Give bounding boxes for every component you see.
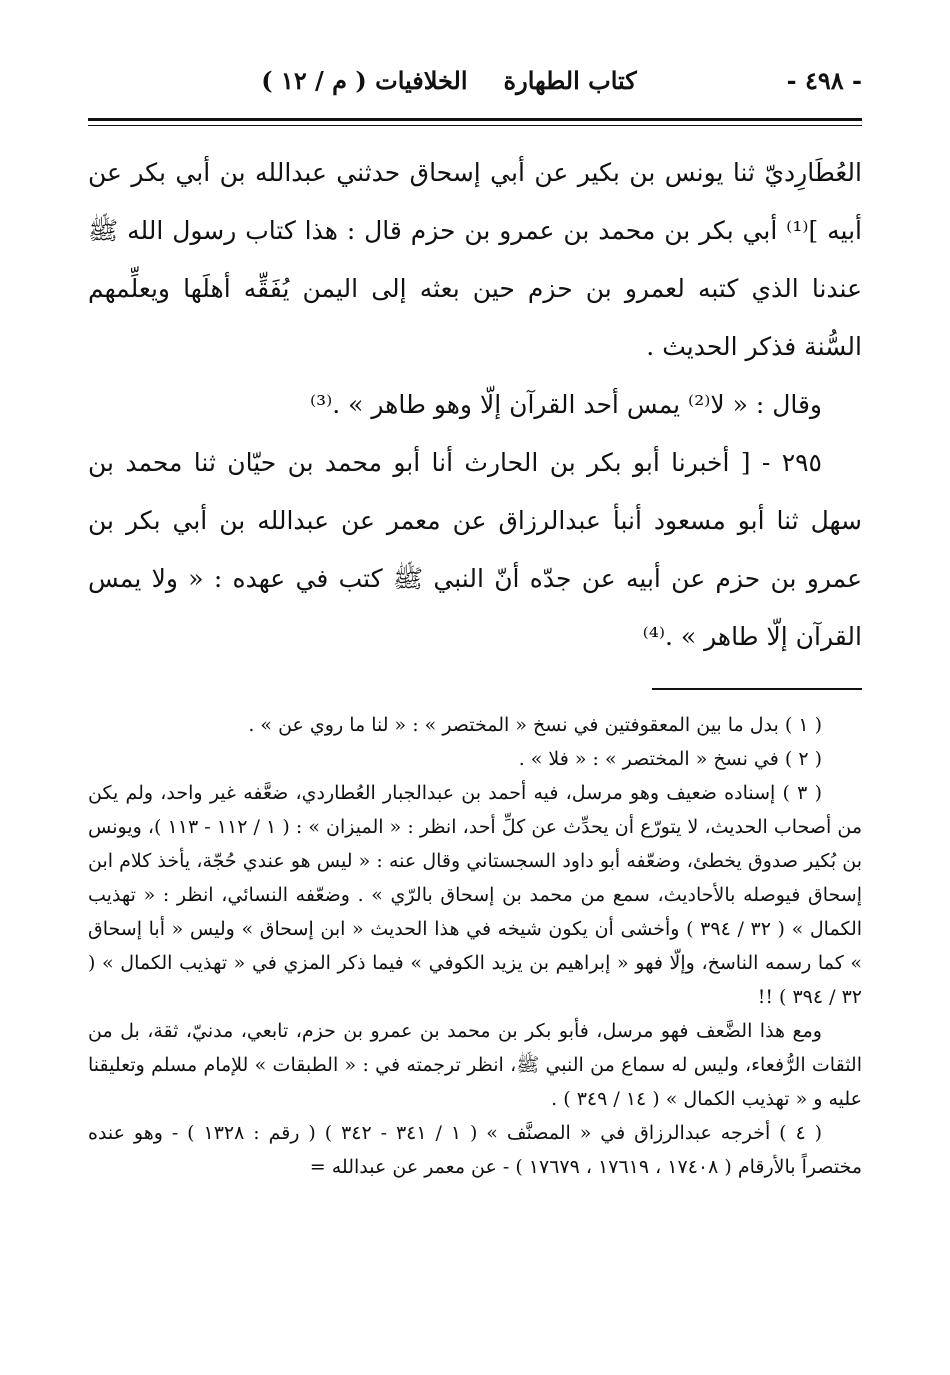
body-paragraph: وقال : « لا⁽²⁾ يمس أحد القرآن إلّا وهو طاهر » .⁽³⁾ <box>309 390 822 419</box>
page-header <box>88 52 862 108</box>
page-number: - ٤٩٨ - <box>786 65 862 95</box>
footnote-separator <box>652 688 862 690</box>
body-paragraph: ٢٩٥ - [ أخبرنا أبو بكر بن الحارث أنا أبو محمد بن حيّان ثنا محمد بن سهل ثنا أبو مسعود أنبأ عبدالرزاق عن معمر عن عبدالله بن أبي بكر بن عمرو بن حزم عن أبيه عن جدّه أنّ النبي ﷺ كتب في عهده : « ولا يمس القرآن إلّا طاهر » .⁽⁴⁾ <box>88 448 862 651</box>
footnote: ( ١ ) بدل ما بين المعقوفتين في نسخ « المختصر » : « لنا ما روي عن » . <box>248 714 822 736</box>
main-text <box>88 144 862 666</box>
footnote: ( ٣ ) إسناده ضعيف وهو مرسل، فيه أحمد بن عبدالجبار العُطاردي، ضعَّفه غير واحد، ولم يكن من أصحاب الحديث، لا يتورّع أن يحدِّث عن كلِّ أحد، انظر : « الميزان » : ( ١ / ١١٢ - ١١٣ )، ويونس بن بُكير صدوق يخطئ، وضعّفه أبو داود السجستاني وقال عنه : « ليس هو عندي حُجّة، يأخذ كلام ابن إسحاق فيوصله بالأحاديث، سمع من محمد بن إسحاق بالرّي » . وضعّفه النسائي، انظر : « تهذيب الكمال » ( ٣٢ / ٣٩٤ ) وأخشى أن يكون شيخه في هذا الحديث « ابن إسحاق » وليس « أبا إسحاق » كما رسمه الناسخ، وإلّا فهو « إبراهيم بن يزيد الكوفي » فيما ذكر المزي في « تهذيب الكمال » ( ٣٢ / ٣٩٤ ) !! <box>88 782 863 1008</box>
book-page <box>88 52 862 1184</box>
footnote: ( ٢ ) في نسخ « المختصر » : « فلا » . <box>518 748 822 770</box>
header-double-rule <box>88 118 862 126</box>
footnotes <box>88 708 862 1184</box>
footnote: ومع هذا الضَّعف فهو مرسل، فأبو بكر بن محمد بن عمرو بن حزم، تابعي، مدنيّ، ثقة، بل من الثقات الرُّفعاء، وليس له سماع من النبي ﷺ، انظر ترجمته في : « الطبقات » للإمام مسلم وتعليقنا عليه و « تهذيب الكمال » ( ١٤ / ٣٤٩ ) . <box>88 1020 862 1110</box>
book-title: كتاب الطهارة <box>503 65 637 95</box>
body-paragraph: العُطَارِديّ ثنا يونس بن بكير عن أبي إسحاق حدثني عبدالله بن أبي بكر عن أبيه ]⁽¹⁾ أبي بكر بن محمد بن عمرو بن حزم قال : هذا كتاب رسول الله ﷺ عندنا الذي كتبه لعمرو بن حزم حين بعثه إلى اليمن يُفَقِّه أهلَها ويعلِّمهم السُّنة فذكر الحديث . <box>88 158 862 361</box>
section-title: الخلافيات ( م / ١٢ ) <box>261 65 468 95</box>
footnote: ( ٤ ) أخرجه عبدالرزاق في « المصنَّف » ( ١ / ٣٤١ - ٣٤٢ ) ( رقم : ١٣٢٨ ) - وهو عنده مختصراً بالأرقام ( ١٧٤٠٨ ، ١٧٦١٩ ، ١٧٦٧٩ ) - عن معمر عن عبدالله = <box>88 1122 862 1178</box>
